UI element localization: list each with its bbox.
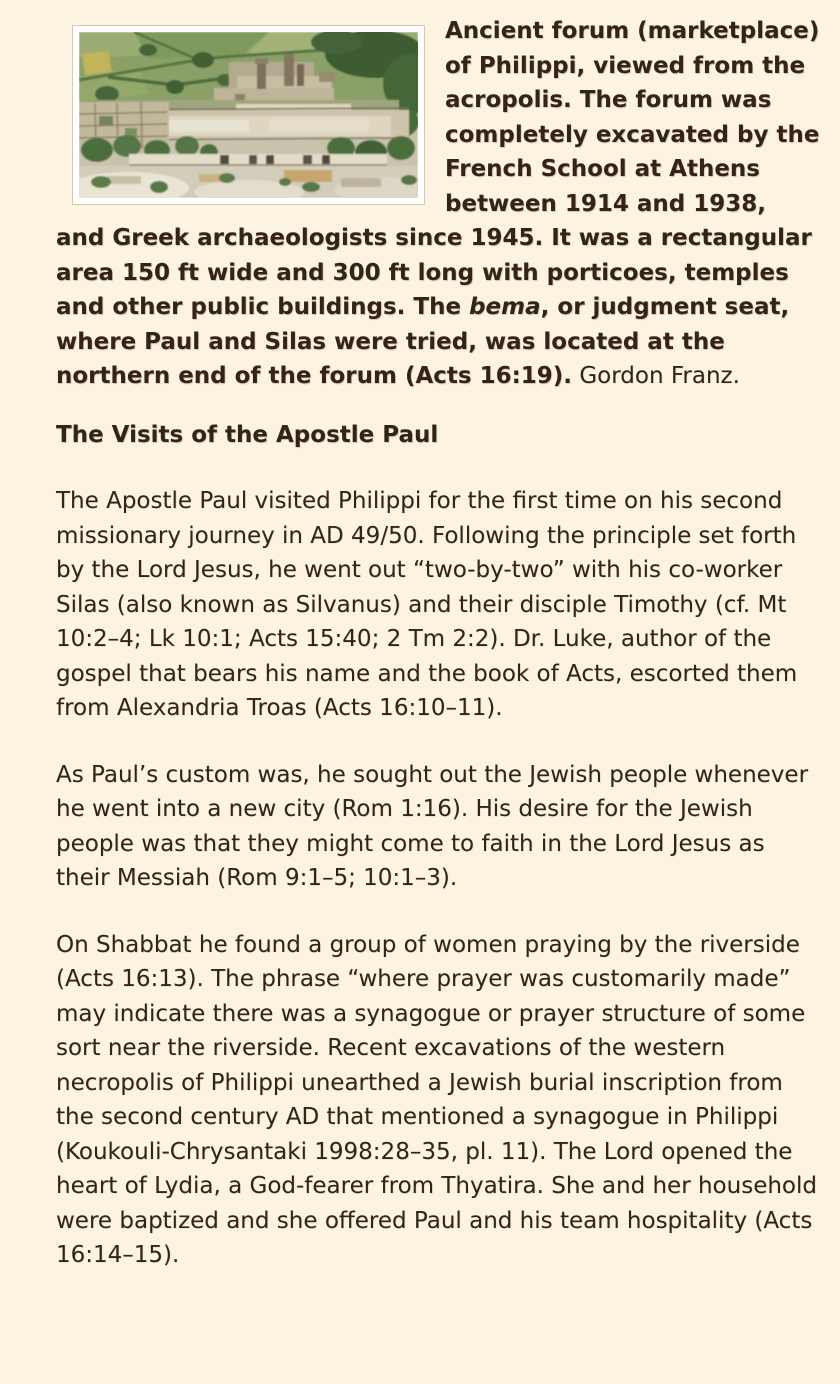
caption-text-part1: Ancient forum (marketplace) of Philippi, viewed from the acropolis. The forum was completely excavated by the French School at Athens between 1914 and 1938, and Greek archaeologists since 1945. It was a rectangular area 150 ft wide and 300 ft long with porticoes, temples and other public buildings. The	[56, 18, 820, 320]
caption-bema-term: bema	[469, 294, 541, 320]
section-heading: The Visits of the Apostle Paul	[56, 421, 439, 448]
forum-photo-frame	[72, 25, 425, 205]
caption-credit: Gordon Franz.	[572, 363, 740, 389]
paragraph-first-visit: The Apostle Paul visited Philippi for the first time on his second missionary journey in AD 49/50. Following the principle set forth by the Lord Jesus, he went out “two-by-two” with his co-worker Silas (also known as Silvanus) and their disciple Timothy (cf. Mt 10:2–4; Lk 10:1; Acts 15:40; 2 Tm 2:2). Dr. Luke, author of the gospel that bears his name and the book of Acts, escorted them from Alexandria Troas (Acts 16:10–11).	[56, 488, 798, 721]
caption-text-part2: , or judgment seat, where Paul and Silas were tried, was located at the northern end of the forum (Acts 16:19).	[56, 294, 790, 389]
paragraph-shabbat-lydia: On Shabbat he found a group of women praying by the riverside (Acts 16:13). The phrase “where prayer was customarily made” may indicate there was a synagogue or prayer structure of some sort near the riverside. Recent excavations of the western necropolis of Philippi unearthed a Jewish burial inscription from the second century AD that mentioned a synagogue in Philippi (Koukouli-Chrysantaki 1998:28–35, pl. 11). The Lord opened the heart of Lydia, a God-fearer from Thyatira. She and her household were baptized and she offered Paul and his team hospitality (Acts 16:14–15).	[56, 931, 817, 1268]
forum-photo	[79, 32, 418, 198]
paragraph-pauls-custom: As Paul’s custom was, he sought out the Jewish people whenever he went into a new city (Rom 1:16). His desire for the Jewish people was that they might come to faith in the Lord Jesus as their Messiah (Rom 9:1–5; 10:1–3).	[56, 761, 809, 891]
